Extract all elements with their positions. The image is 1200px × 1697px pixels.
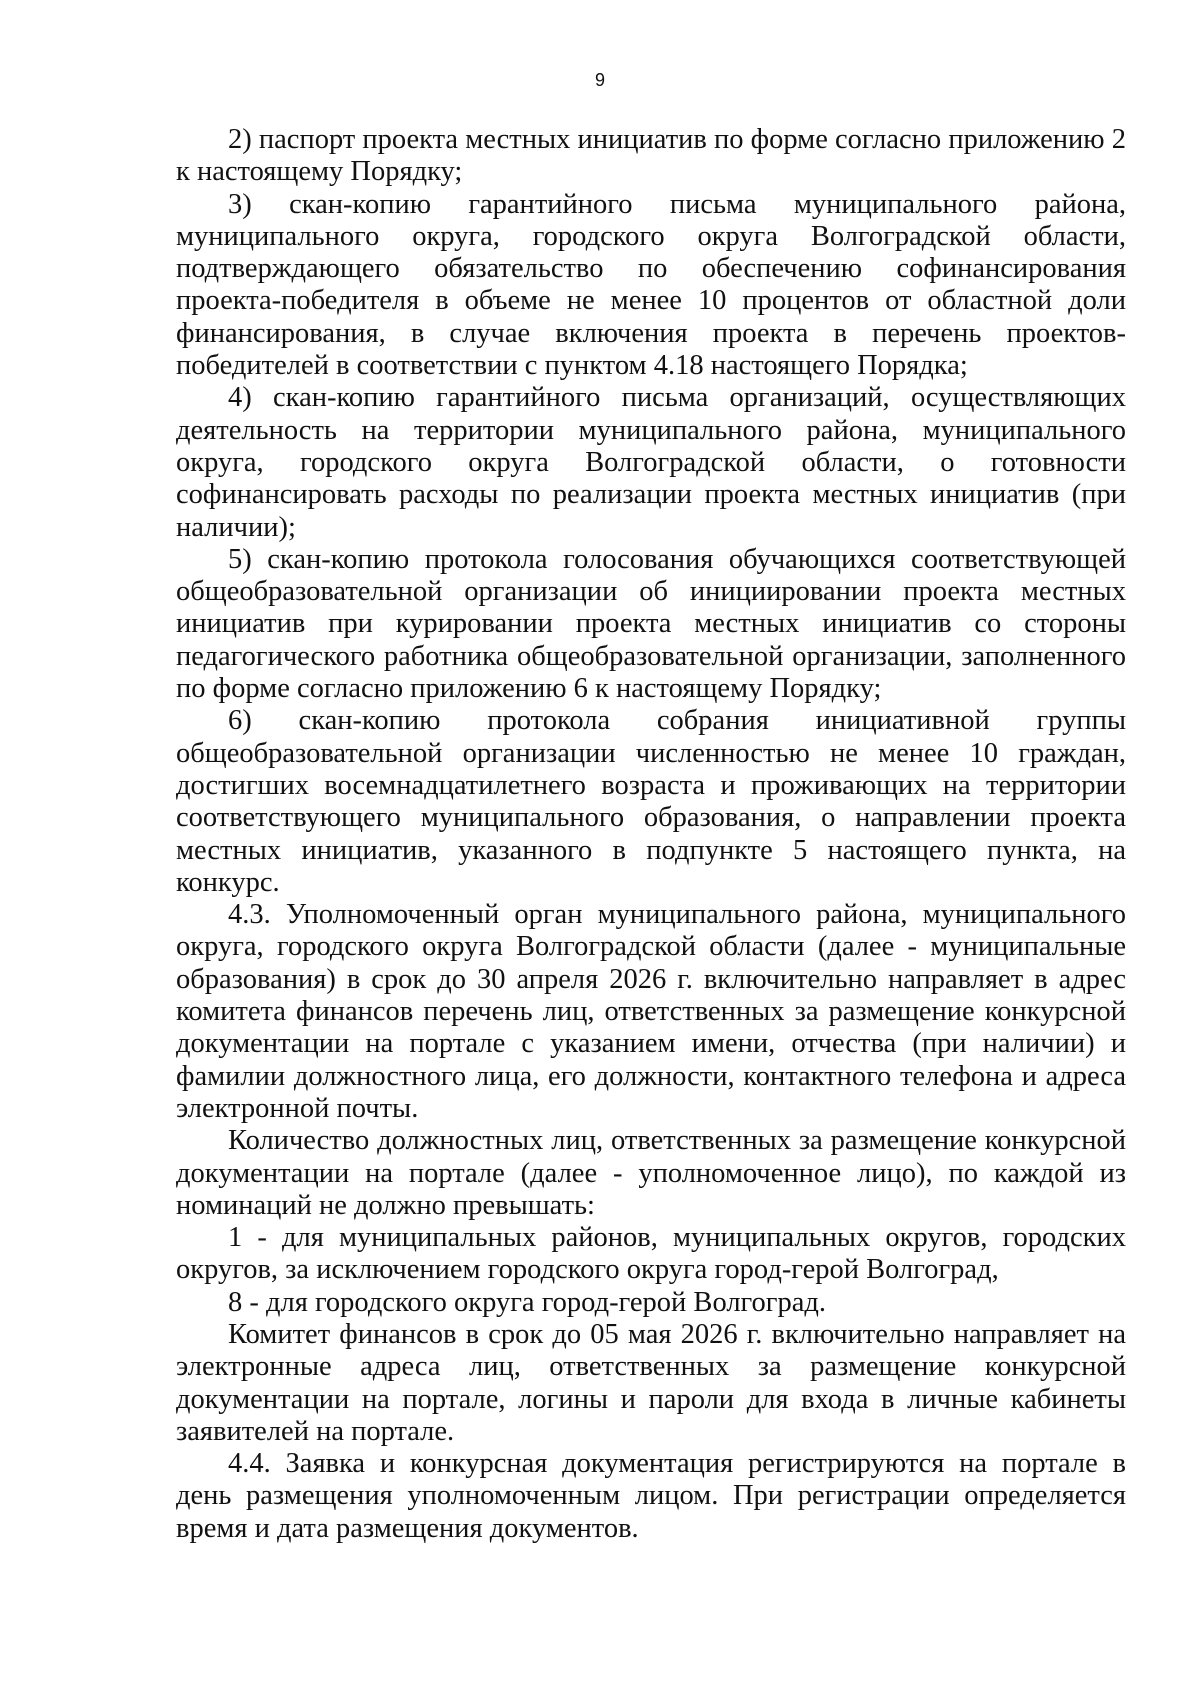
paragraph-item-6: 6) скан-копию протокола собрания инициативной группы общеобразовательной организации численностью не менее 10 граждан, достигших восемнадцатилетнего возраста и проживающих на территории соответствующего муниципального образования, о направлении проекта местных инициатив, указанного в подпункте 5 настоящего пункта, на конкурс. [176,705,1126,898]
paragraph-item-3: 3) скан-копию гарантийного письма муниципального района, муниципального округа, городского округа Волгоградской области, подтверждающего обязательство по обеспечению софинансирования проекта-победителя в объеме не менее 10 процентов от областной доли финансирования, в случае включения проекта в перечень проектов-победителей в соответствии с пунктом 4.18 настоящего Порядка; [176,188,1126,382]
paragraph-item-5: 5) скан-копию протокола голосования обучающихся соответствующей общеобразовательной организации об инициировании проекта местных инициатив при курировании проекта местных инициатив со стороны педагогического работника общеобразовательной организации, заполненного по форме согласно приложению 6 к настоящему Порядку; [176,543,1126,705]
paragraph-section-4-4: 4.4. Заявка и конкурсная документация регистрируются на портале в день размещения уполномоченным лицом. При регистрации определяется время и дата размещения документов. [176,1448,1126,1544]
document-body [176,124,1126,1545]
paragraph-item-2: 2) паспорт проекта местных инициатив по форме согласно приложению 2 к настоящему Порядку; [176,124,1126,188]
paragraph-committee-logins: Комитет финансов в срок до 05 мая 2026 г. включительно направляет на электронные адреса лиц, ответственных за размещение конкурсной документации на портале, логины и пароли для входа в личные кабинеты заявителей на портале. [176,1318,1126,1447]
page-number: 9 [594,70,605,90]
paragraph-item-4: 4) скан-копию гарантийного письма организаций, осуществляющих деятельность на территории муниципального района, муниципального округа, городского округа Волгоградской области, о готовности софинансировать расходы по реализации проекта местных инициатив (при наличии); [176,382,1126,543]
paragraph-limit-districts: 1 - для муниципальных районов, муниципальных округов, городских округов, за исключением городского округа город-герой Волгоград, [176,1222,1126,1286]
paragraph-officials-count: Количество должностных лиц, ответственных за размещение конкурсной документации на портале (далее - уполномоченное лицо), по каждой из номинаций не должно превышать: [176,1125,1126,1221]
paragraph-section-4-3: 4.3. Уполномоченный орган муниципального района, муниципального округа, городского округа Волгоградской области (далее - муниципальные образования) в срок до 30 апреля 2026 г. включительно направляет в адрес комитета финансов перечень лиц, ответственных за размещение конкурсной документации на портале с указанием имени, отчества (при наличии) и фамилии должностного лица, его должности, контактного телефона и адреса электронной почты. [176,899,1126,1124]
paragraph-limit-volgograd: 8 - для городского округа город-герой Волгоград. [228,1286,826,1318]
